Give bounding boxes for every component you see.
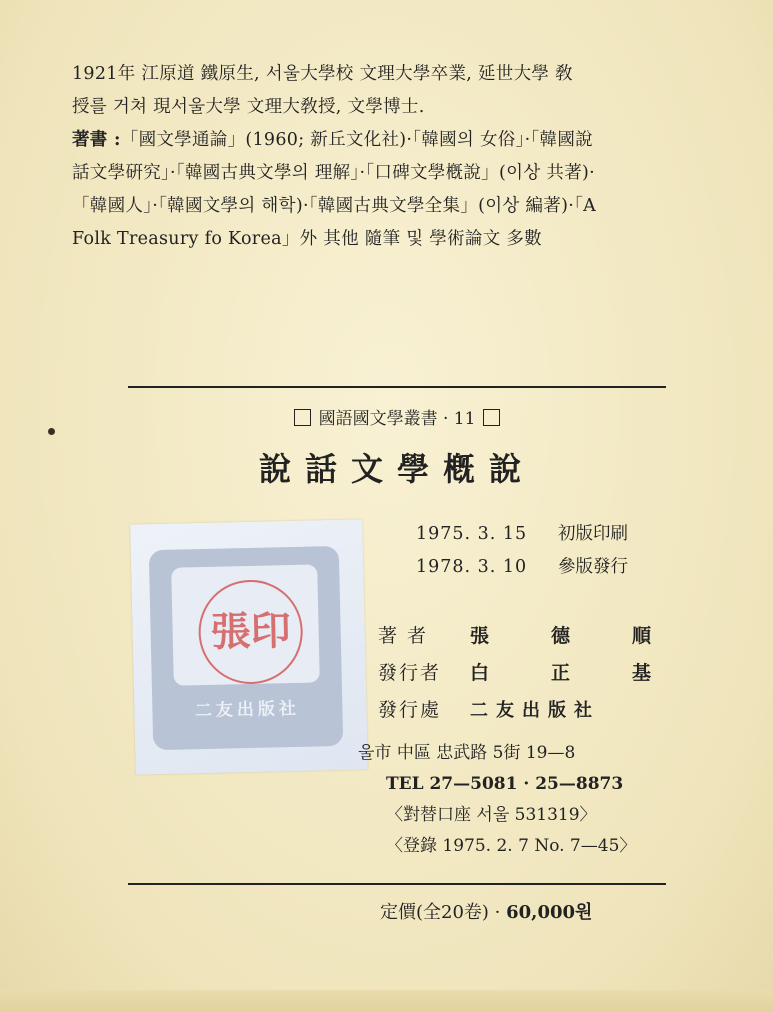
edition-dates (416, 518, 628, 584)
box-ornament (294, 409, 311, 426)
bio-line: 1921年 江原道 鐵原生, 서울大學校 文理大學卒業, 延世大學 敎 (72, 64, 573, 84)
transfer-account: 〈對替口座 서울 531319〉 (386, 805, 597, 825)
bio-line: 授를 거쳐 現서울大學 文理大敎授, 文學博士. (72, 97, 425, 117)
works-line: 話文學硏究」·「韓國古典文學의 理解」·「口碑文學槪說」(이상 共著)· (72, 163, 595, 183)
credit-label: 發行者 (378, 662, 442, 684)
top-divider (128, 386, 666, 388)
works-line: Folk Treasury fo Korea」外 其他 隨筆 및 學術論文 多數 (72, 229, 542, 249)
series-title: 國語國文學叢書 · 11 (318, 409, 476, 429)
series-heading (128, 404, 666, 429)
edition-date: 1978. 3. 10 (416, 557, 528, 577)
price-amount: 60,000원 (506, 902, 593, 923)
edition-row (416, 518, 628, 551)
author-name: 張德順 (470, 625, 714, 647)
book-title: 說話文學槪說 (258, 450, 535, 488)
edition-date: 1975. 3. 15 (416, 524, 528, 544)
publisher-name: 白正基 (470, 662, 714, 684)
credit-row (378, 618, 713, 655)
credit-label: 發行處 (378, 699, 442, 721)
works-line (72, 124, 722, 157)
works-label: 著書 : (72, 130, 121, 150)
stamp-publisher-mark: 二友出版社 (194, 698, 301, 722)
credit-label: 著 者 (378, 625, 429, 647)
edition-type: 初版印刷 (558, 524, 628, 544)
author-biography (72, 58, 722, 256)
credit-row (378, 692, 713, 729)
author-seal: 張印 (197, 579, 303, 685)
edition-row (416, 551, 628, 584)
address: 울市 中區 忠武路 5街 19—8 (358, 743, 576, 763)
credits (378, 618, 713, 729)
page-bottom-edge (0, 990, 773, 1012)
credit-row (378, 655, 713, 692)
stamp-frame (149, 546, 343, 750)
price-label: 定價(全20卷) · (380, 902, 507, 923)
works-text: 「國文學通論」(1960; 新丘文化社)·「韓國의 女俗」·「韓國說 (120, 130, 593, 150)
edition-type: 參版發行 (558, 557, 628, 577)
registration: 〈登錄 1975. 2. 7 No. 7—45〉 (386, 836, 637, 856)
publishing-house: 二友出版社 (470, 700, 600, 721)
ink-speck (48, 428, 55, 435)
revenue-stamp (130, 519, 368, 774)
bottom-divider (128, 883, 666, 885)
works-line: 「韓國人」·「韓國文學의 해학)·「韓國古典文學全集」(이상 編著)·「A (72, 196, 597, 216)
publisher-info (358, 738, 636, 862)
price-line (380, 898, 592, 924)
box-ornament (483, 409, 500, 426)
telephone: TEL 27—5081 · 25—8873 (386, 774, 624, 794)
